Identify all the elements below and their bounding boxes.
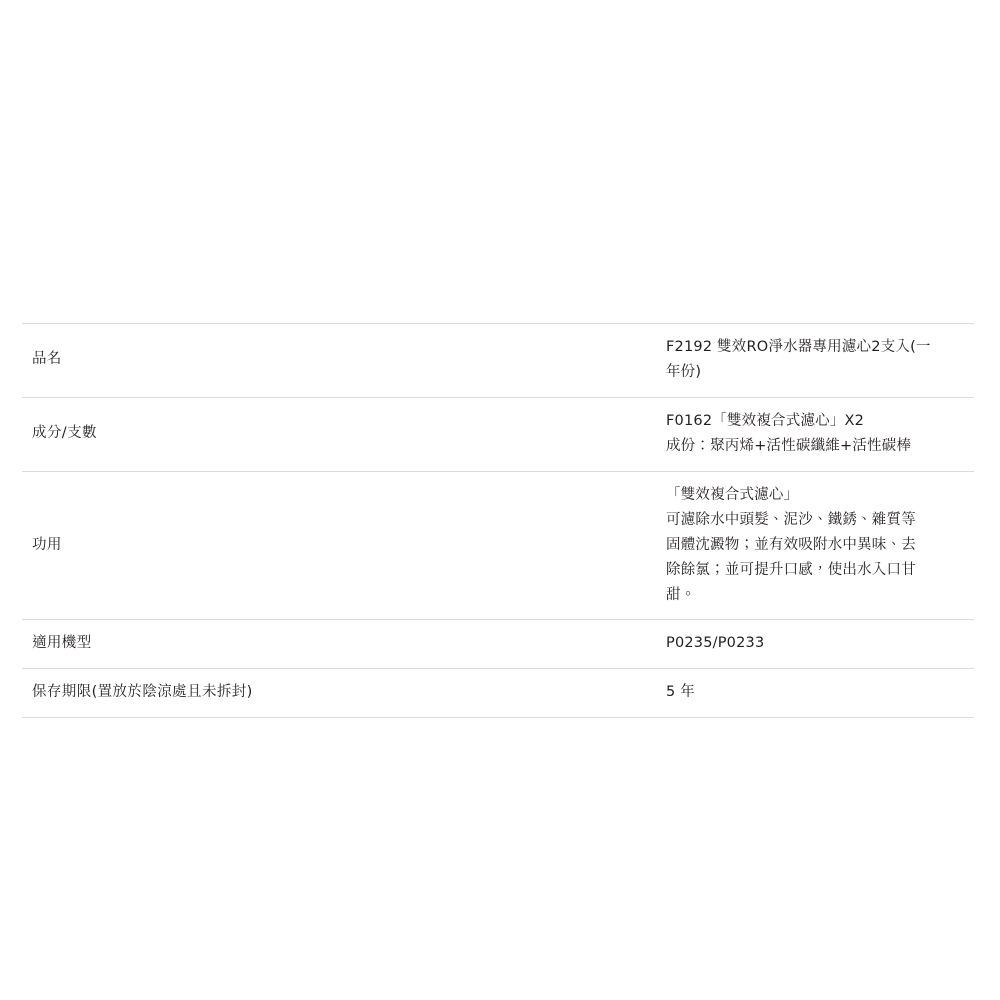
table-row <box>22 669 974 718</box>
value-line: 除餘氯；並可提升口感，使出水入口甘 <box>666 561 916 578</box>
value-line: 成份：聚丙烯+活性碳纖維+活性碳棒 <box>666 437 912 454</box>
table-row <box>22 324 974 398</box>
value-line: 可濾除水中頭髮、泥沙、鐵銹、雜質等 <box>666 511 916 528</box>
value-line: 甜。 <box>666 586 696 603</box>
table-row <box>22 620 974 669</box>
row-value <box>656 620 974 669</box>
specification-table <box>22 323 974 718</box>
row-label: 保存期限(置放於陰涼處且未拆封) <box>22 669 656 718</box>
value-line: 「雙效複合式濾心」 <box>666 486 799 503</box>
value-line: F0162「雙效複合式濾心」X2 <box>666 412 865 429</box>
value-line: P0235/P0233 <box>666 635 765 652</box>
value-line: 5 年 <box>666 684 695 701</box>
value-line: F2192 雙效RO淨水器專用濾心2支入(一 <box>666 339 931 355</box>
value-line: 年份) <box>666 363 702 380</box>
row-value <box>656 397 974 471</box>
table-row <box>22 471 974 620</box>
value-line: 固體沈澱物；並有效吸附水中異味、去 <box>666 536 916 553</box>
row-label: 品名 <box>22 324 656 398</box>
table-row <box>22 397 974 471</box>
row-label: 適用機型 <box>22 620 656 669</box>
specification-table-wrapper <box>22 323 974 718</box>
row-value <box>656 669 974 718</box>
row-value <box>656 471 974 620</box>
row-value <box>656 324 974 398</box>
row-label: 成分/支數 <box>22 397 656 471</box>
row-label: 功用 <box>22 471 656 620</box>
